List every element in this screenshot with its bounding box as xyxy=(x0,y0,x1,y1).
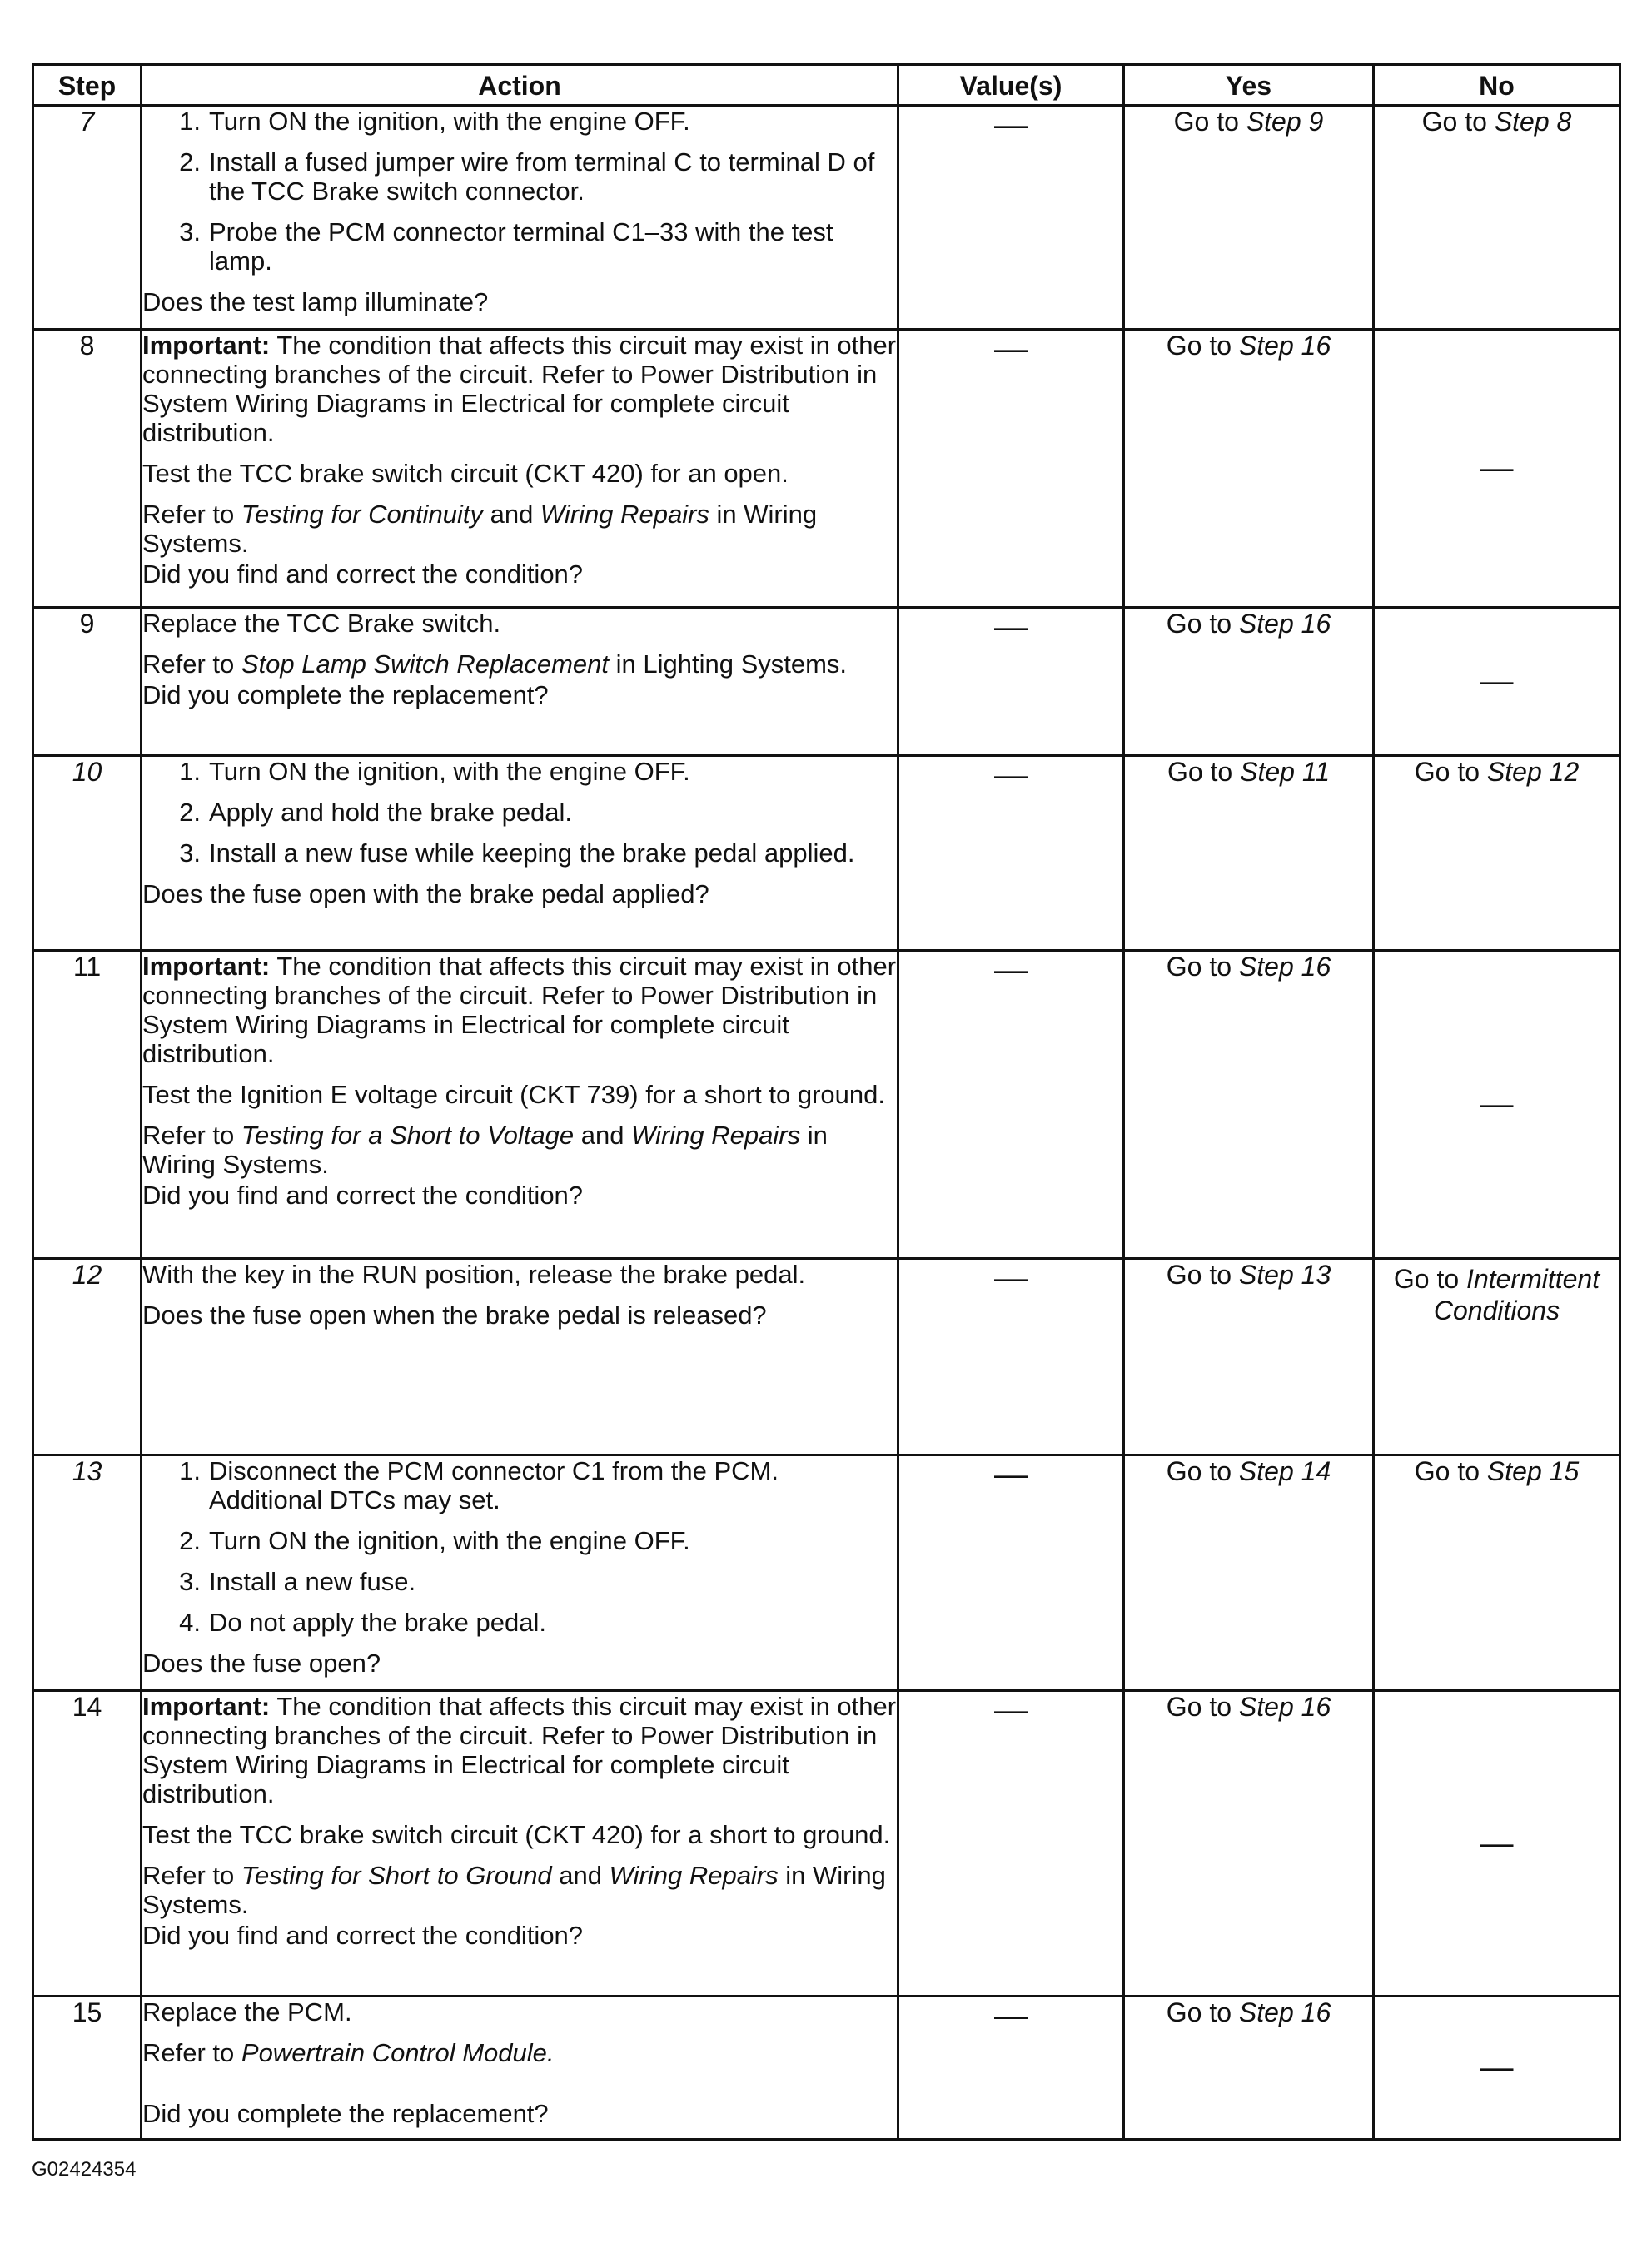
goto-step-link[interactable]: Step 16 xyxy=(1238,609,1331,639)
reference-link[interactable]: Testing for a Short to Voltage xyxy=(241,1121,575,1150)
list-item: Turn ON the ignition, with the engine OFF. xyxy=(209,1526,690,1555)
goto-step-link[interactable]: Step 9 xyxy=(1246,107,1324,137)
table-row xyxy=(33,608,1620,756)
action-cell xyxy=(142,951,898,1259)
important-note: Important: The condition that affects this circuit may exist in other connecting branches of the circuit. Refer to Power Distribution in System Wiring Diagrams in Electrical for complete circuit distribution. xyxy=(142,331,897,447)
list-number: 2. xyxy=(179,1526,201,1555)
yes-cell: Go to Step 16 xyxy=(1124,1997,1374,2140)
header-action: Action xyxy=(142,65,898,106)
figure-code: G02424354 xyxy=(32,2158,137,2181)
list-item: Turn ON the ignition, with the engine OFF. xyxy=(209,107,690,136)
table-row xyxy=(33,1997,1620,2140)
goto-step-link[interactable]: Step 16 xyxy=(1238,1692,1331,1722)
list-item: Turn ON the ignition, with the engine OFF. xyxy=(209,757,690,786)
goto-step-link[interactable]: Step 12 xyxy=(1486,757,1580,787)
action-cell xyxy=(142,1997,898,2140)
list-number: 3. xyxy=(179,838,201,868)
step-number: 14 xyxy=(33,1691,142,1997)
reference-link[interactable]: Testing for Short to Ground xyxy=(241,1861,552,1890)
action-cell xyxy=(142,106,898,330)
step-number: 9 xyxy=(33,608,142,756)
instruction-text: Replace the TCC Brake switch. xyxy=(142,609,501,638)
no-cell: — xyxy=(1374,951,1620,1259)
reference-link[interactable]: Stop Lamp Switch Replacement xyxy=(241,649,610,679)
list-item: Apply and hold the brake pedal. xyxy=(209,798,573,827)
value-cell: — xyxy=(898,951,1124,1259)
no-cell: Go to Step 15 xyxy=(1374,1455,1620,1691)
question-text: Does the test lamp illuminate? xyxy=(142,287,489,316)
table-header-row xyxy=(33,65,1620,106)
value-cell: — xyxy=(898,1691,1124,1997)
reference-link[interactable]: Wiring Repairs xyxy=(609,1861,779,1890)
header-values: Value(s) xyxy=(898,65,1124,106)
table-row xyxy=(33,1455,1620,1691)
value-cell: — xyxy=(898,608,1124,756)
table-row xyxy=(33,1259,1620,1455)
list-item: Install a new fuse while keeping the brake pedal applied. xyxy=(209,838,855,868)
list-number: 4. xyxy=(179,1608,201,1637)
table-row xyxy=(33,951,1620,1259)
yes-cell: Go to Step 16 xyxy=(1124,1691,1374,1997)
goto-step-link[interactable]: Step 13 xyxy=(1238,1260,1331,1290)
reference-link[interactable]: Wiring Repairs xyxy=(631,1121,801,1150)
step-number: 15 xyxy=(33,1997,142,2140)
value-cell: — xyxy=(898,330,1124,608)
list-item: Disconnect the PCM connector C1 from the PCM. Additional DTCs may set. xyxy=(209,1456,779,1514)
no-cell: Go to Intermittent Conditions xyxy=(1374,1259,1620,1455)
no-cell: — xyxy=(1374,1997,1620,2140)
list-number: 1. xyxy=(179,1456,201,1485)
refer-text: Refer to Testing for Continuity and Wiring Repairs in Wiring Systems. xyxy=(142,500,818,558)
reference-link[interactable]: Wiring Repairs xyxy=(540,500,709,529)
list-number: 1. xyxy=(179,757,201,786)
list-item: Install a fused jumper wire from terminal C to terminal D of the TCC Brake switch connector. xyxy=(209,147,875,206)
yes-cell: Go to Step 16 xyxy=(1124,951,1374,1259)
table-row xyxy=(33,330,1620,608)
step-number: 13 xyxy=(33,1455,142,1691)
question-text: Does the fuse open when the brake pedal is released? xyxy=(142,1301,767,1330)
important-note: Important: The condition that affects this circuit may exist in other connecting branches of the circuit. Refer to Power Distribution in System Wiring Diagrams in Electrical for complete circuit distribution. xyxy=(142,952,897,1068)
goto-step-link[interactable]: Step 11 xyxy=(1240,757,1331,787)
no-cell: — xyxy=(1374,330,1620,608)
test-instruction: Test the TCC brake switch circuit (CKT 420) for an open. xyxy=(142,459,789,488)
question-text: Did you complete the replacement? xyxy=(142,680,549,709)
question-text: Did you find and correct the condition? xyxy=(142,1921,584,1950)
goto-step-link[interactable]: Step 16 xyxy=(1238,1997,1331,2027)
yes-cell: Go to Step 13 xyxy=(1124,1259,1374,1455)
step-number: 10 xyxy=(33,756,142,951)
important-note: Important: The condition that affects this circuit may exist in other connecting branches of the circuit. Refer to Power Distribution in System Wiring Diagrams in Electrical for complete circuit distribution. xyxy=(142,1692,897,1808)
list-number: 3. xyxy=(179,1567,201,1596)
list-item: Probe the PCM connector terminal C1–33 with the test lamp. xyxy=(209,217,833,276)
goto-step-link[interactable]: Step 16 xyxy=(1238,331,1331,361)
yes-cell: Go to Step 11 xyxy=(1124,756,1374,951)
test-instruction: Test the Ignition E voltage circuit (CKT 739) for a short to ground. xyxy=(142,1080,885,1109)
table-row xyxy=(33,756,1620,951)
goto-step-link[interactable]: Step 14 xyxy=(1238,1456,1331,1486)
list-number: 2. xyxy=(179,798,201,827)
table-row xyxy=(33,106,1620,330)
yes-cell: Go to Step 16 xyxy=(1124,608,1374,756)
value-cell: — xyxy=(898,1455,1124,1691)
list-number: 1. xyxy=(179,107,201,136)
goto-step-link[interactable]: Step 8 xyxy=(1494,107,1572,137)
question-text: Did you find and correct the condition? xyxy=(142,1181,584,1210)
instruction-text: Replace the PCM. xyxy=(142,1997,352,2027)
value-cell: — xyxy=(898,1259,1124,1455)
question-text: Did you complete the replacement? xyxy=(142,2099,549,2128)
action-cell xyxy=(142,1259,898,1455)
yes-cell: Go to Step 14 xyxy=(1124,1455,1374,1691)
header-no: No xyxy=(1374,65,1620,106)
value-cell: — xyxy=(898,106,1124,330)
list-item: Do not apply the brake pedal. xyxy=(209,1608,546,1637)
list-number: 2. xyxy=(179,147,201,177)
no-cell: Go to Step 8 xyxy=(1374,106,1620,330)
list-item: Install a new fuse. xyxy=(209,1567,416,1596)
action-cell xyxy=(142,1691,898,1997)
value-cell: — xyxy=(898,756,1124,951)
action-cell xyxy=(142,756,898,951)
no-cell: — xyxy=(1374,608,1620,756)
goto-step-link[interactable]: Step 15 xyxy=(1486,1456,1580,1486)
step-number: 12 xyxy=(33,1259,142,1455)
question-text: Does the fuse open? xyxy=(142,1649,381,1678)
goto-step-link[interactable]: Step 16 xyxy=(1238,952,1331,982)
no-cell: — xyxy=(1374,1691,1620,1997)
action-cell xyxy=(142,330,898,608)
table-row xyxy=(33,1691,1620,1997)
value-cell: — xyxy=(898,1997,1124,2140)
refer-text: Refer to Testing for a Short to Voltage and Wiring Repairs in Wiring Systems. xyxy=(142,1121,828,1179)
refer-text: Refer to Powertrain Control Module. xyxy=(142,2038,555,2067)
action-cell xyxy=(142,608,898,756)
test-instruction: Test the TCC brake switch circuit (CKT 420) for a short to ground. xyxy=(142,1820,891,1849)
question-text: Does the fuse open with the brake pedal applied? xyxy=(142,879,709,908)
step-number: 8 xyxy=(33,330,142,608)
list-number: 3. xyxy=(179,217,201,246)
instruction-text: With the key in the RUN position, release the brake pedal. xyxy=(142,1260,806,1289)
reference-link[interactable]: Powertrain Control Module. xyxy=(241,2038,555,2067)
yes-cell: Go to Step 9 xyxy=(1124,106,1374,330)
no-cell: Go to Step 12 xyxy=(1374,756,1620,951)
question-text: Did you find and correct the condition? xyxy=(142,560,584,589)
header-yes: Yes xyxy=(1124,65,1374,106)
refer-text: Refer to Testing for Short to Ground and Wiring Repairs in Wiring Systems. xyxy=(142,1861,886,1919)
yes-cell: Go to Step 16 xyxy=(1124,330,1374,608)
step-number: 11 xyxy=(33,951,142,1259)
goto-intermittent-link[interactable]: Intermittent Conditions xyxy=(1433,1264,1600,1325)
header-step: Step xyxy=(33,65,142,106)
refer-text: Refer to Stop Lamp Switch Replacement in Lighting Systems. xyxy=(142,649,848,679)
action-cell xyxy=(142,1455,898,1691)
reference-link[interactable]: Testing for Continuity xyxy=(241,500,483,529)
diagnostic-table xyxy=(32,63,1621,2141)
step-number: 7 xyxy=(33,106,142,330)
